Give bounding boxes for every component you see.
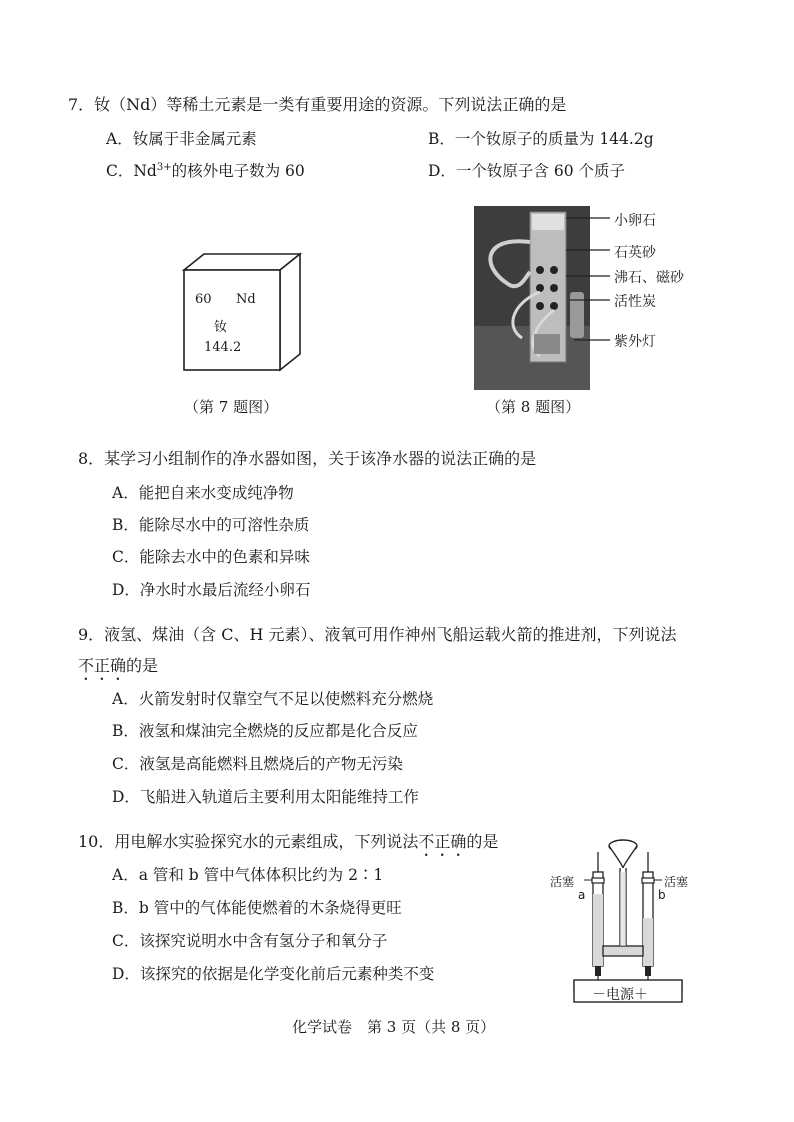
- left-valve-label: 活塞: [550, 875, 575, 889]
- element-card-cube: [176, 250, 306, 380]
- q9-stem-line2: 不正确的是: [78, 656, 159, 675]
- label-quartz-sand: 石英砂: [614, 245, 656, 261]
- element-name: 钕: [214, 320, 228, 335]
- electrolysis-apparatus: [560, 832, 700, 1004]
- q10-option-a: A．a 管和 b 管中气体体积比约为 2∶1: [112, 866, 384, 884]
- q9-option-b: B．液氢和煤油完全燃烧的反应都是化合反应: [112, 722, 418, 740]
- q7-option-b: B．一个钕原子的质量为 144.2g: [428, 130, 654, 148]
- fig7-caption: （第 7 题图）: [184, 398, 279, 416]
- page-footer: 化学试卷 第 3 页（共 8 页）: [292, 1018, 496, 1036]
- element-atomic-number: 60: [195, 292, 212, 307]
- q10-option-d: D．该探究的依据是化学变化前后元素种类不变: [112, 965, 435, 983]
- q7-option-d: D．一个钕原子含 60 个质子: [428, 162, 626, 180]
- q10-stem: 10．用电解水实验探究水的元素组成，下列说法不正确的是: [78, 832, 499, 851]
- q7-option-c: C．$Nd^{3+}$的核外电子数为 60: [106, 161, 305, 180]
- fig8-leader-lines: [560, 206, 620, 356]
- q9-option-c: C．液氢是高能燃料且燃烧后的产物无污染: [112, 755, 403, 773]
- q9-option-d: D．飞船进入轨道后主要利用太阳能维持工作: [112, 788, 419, 806]
- label-pebbles: 小卵石: [614, 213, 656, 229]
- element-mass: 144.2: [204, 340, 242, 355]
- tube-b-label: b: [658, 888, 666, 902]
- label-activated-carbon: 活性炭: [614, 294, 656, 310]
- q7-option-a: A．钕属于非金属元素: [106, 130, 257, 148]
- label-uv-lamp: 紫外灯: [614, 334, 656, 350]
- tube-a-label: a: [578, 888, 586, 902]
- q8-stem: 8．某学习小组制作的净水器如图，关于该净水器的说法正确的是: [78, 449, 537, 468]
- q10-option-b: B．b 管中的气体能使燃着的木条烧得更旺: [112, 899, 402, 917]
- right-valve-label: 活塞: [664, 875, 689, 889]
- fig8-caption: （第 8 题图）: [486, 398, 581, 416]
- q8-option-c: C．能除去水中的色素和异味: [112, 548, 310, 566]
- q8-option-d: D．净水时水最后流经小卵石: [112, 581, 311, 599]
- power-supply-label: －电源＋: [592, 987, 648, 1003]
- q10-option-c: C．该探究说明水中含有氢分子和氧分子: [112, 932, 388, 950]
- q8-option-b: B．能除尽水中的可溶性杂质: [112, 516, 310, 534]
- q8-option-a: A．能把自来水变成纯净物: [112, 484, 294, 502]
- q7-stem: 7．钕（Nd）等稀土元素是一类有重要用途的资源。下列说法正确的是: [68, 95, 567, 114]
- element-symbol: Nd: [236, 292, 256, 307]
- q9-stem: 9．液氢、煤油（含 C、H 元素）、液氧可用作神州飞船运载火箭的推进剂，下列说法: [78, 625, 677, 644]
- label-zeolite: 沸石、磁砂: [614, 270, 684, 286]
- q9-option-a: A．火箭发射时仅靠空气不足以使燃料充分燃烧: [112, 690, 434, 708]
